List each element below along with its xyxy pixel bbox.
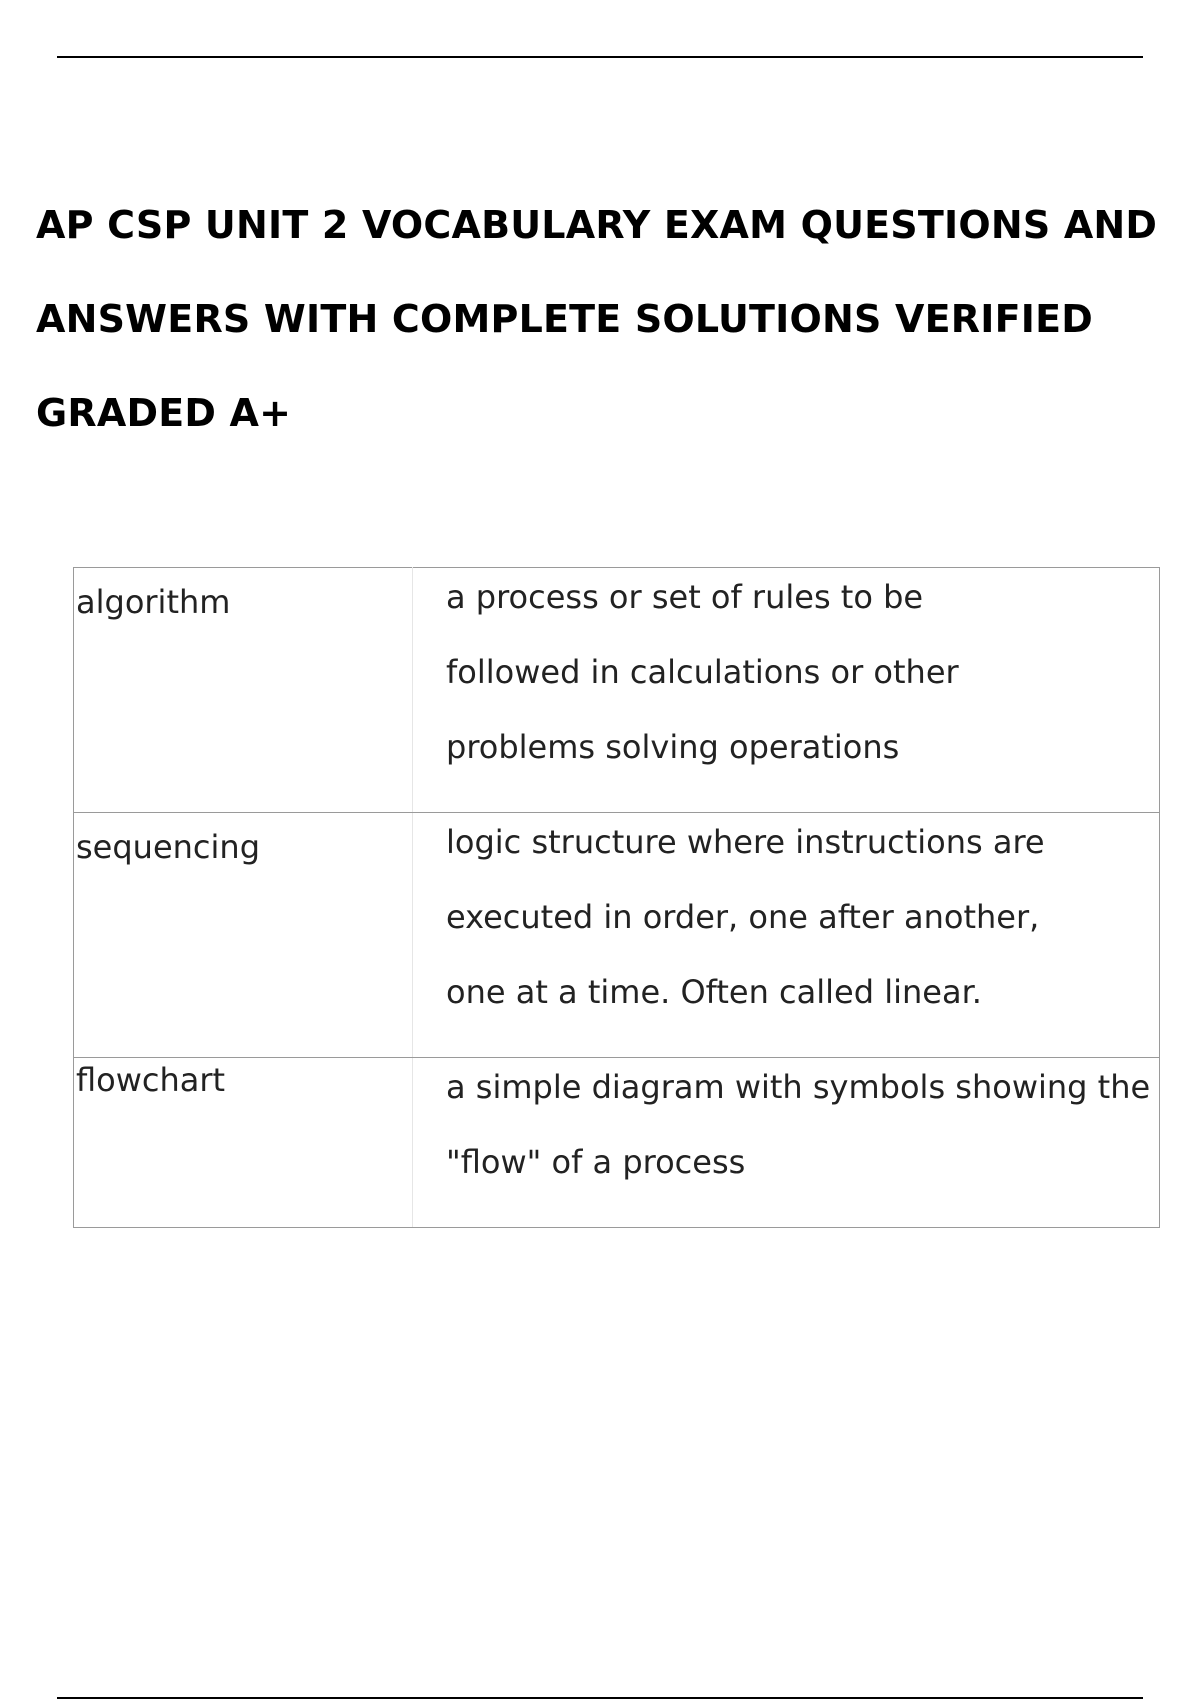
definition-line: followed in calculations or other (446, 653, 959, 691)
title-line-2: ANSWERS WITH COMPLETE SOLUTIONS VERIFIED (36, 297, 1093, 341)
table-row (74, 568, 1160, 813)
table-row (74, 813, 1160, 1058)
definition-cell (413, 1058, 1160, 1228)
term-text: sequencing (76, 828, 260, 866)
definition-line: logic structure where instructions are (446, 823, 1045, 861)
definition-line: executed in order, one after another, (446, 898, 1040, 936)
definition-line: a simple diagram with symbols showing the (446, 1068, 1151, 1106)
footer-rule (57, 1697, 1143, 1699)
table-row (74, 1058, 1160, 1228)
document-title (36, 178, 1186, 460)
definition-line: "flow" of a process (446, 1143, 746, 1181)
term-cell (74, 568, 413, 813)
title-line-1: AP CSP UNIT 2 VOCABULARY EXAM QUESTIONS AND (36, 203, 1158, 247)
term-text: algorithm (76, 583, 231, 621)
definition-line: problems solving operations (446, 728, 900, 766)
title-line-3: GRADED A+ (36, 391, 292, 435)
term-text: flowchart (76, 1061, 226, 1099)
term-cell (74, 1058, 413, 1228)
vocabulary-table (73, 567, 1160, 1228)
header-rule (57, 56, 1143, 58)
definition-line: a process or set of rules to be (446, 578, 924, 616)
definition-line: one at a time. Often called linear. (446, 973, 982, 1011)
definition-cell (413, 813, 1160, 1058)
term-cell (74, 813, 413, 1058)
definition-cell (413, 568, 1160, 813)
